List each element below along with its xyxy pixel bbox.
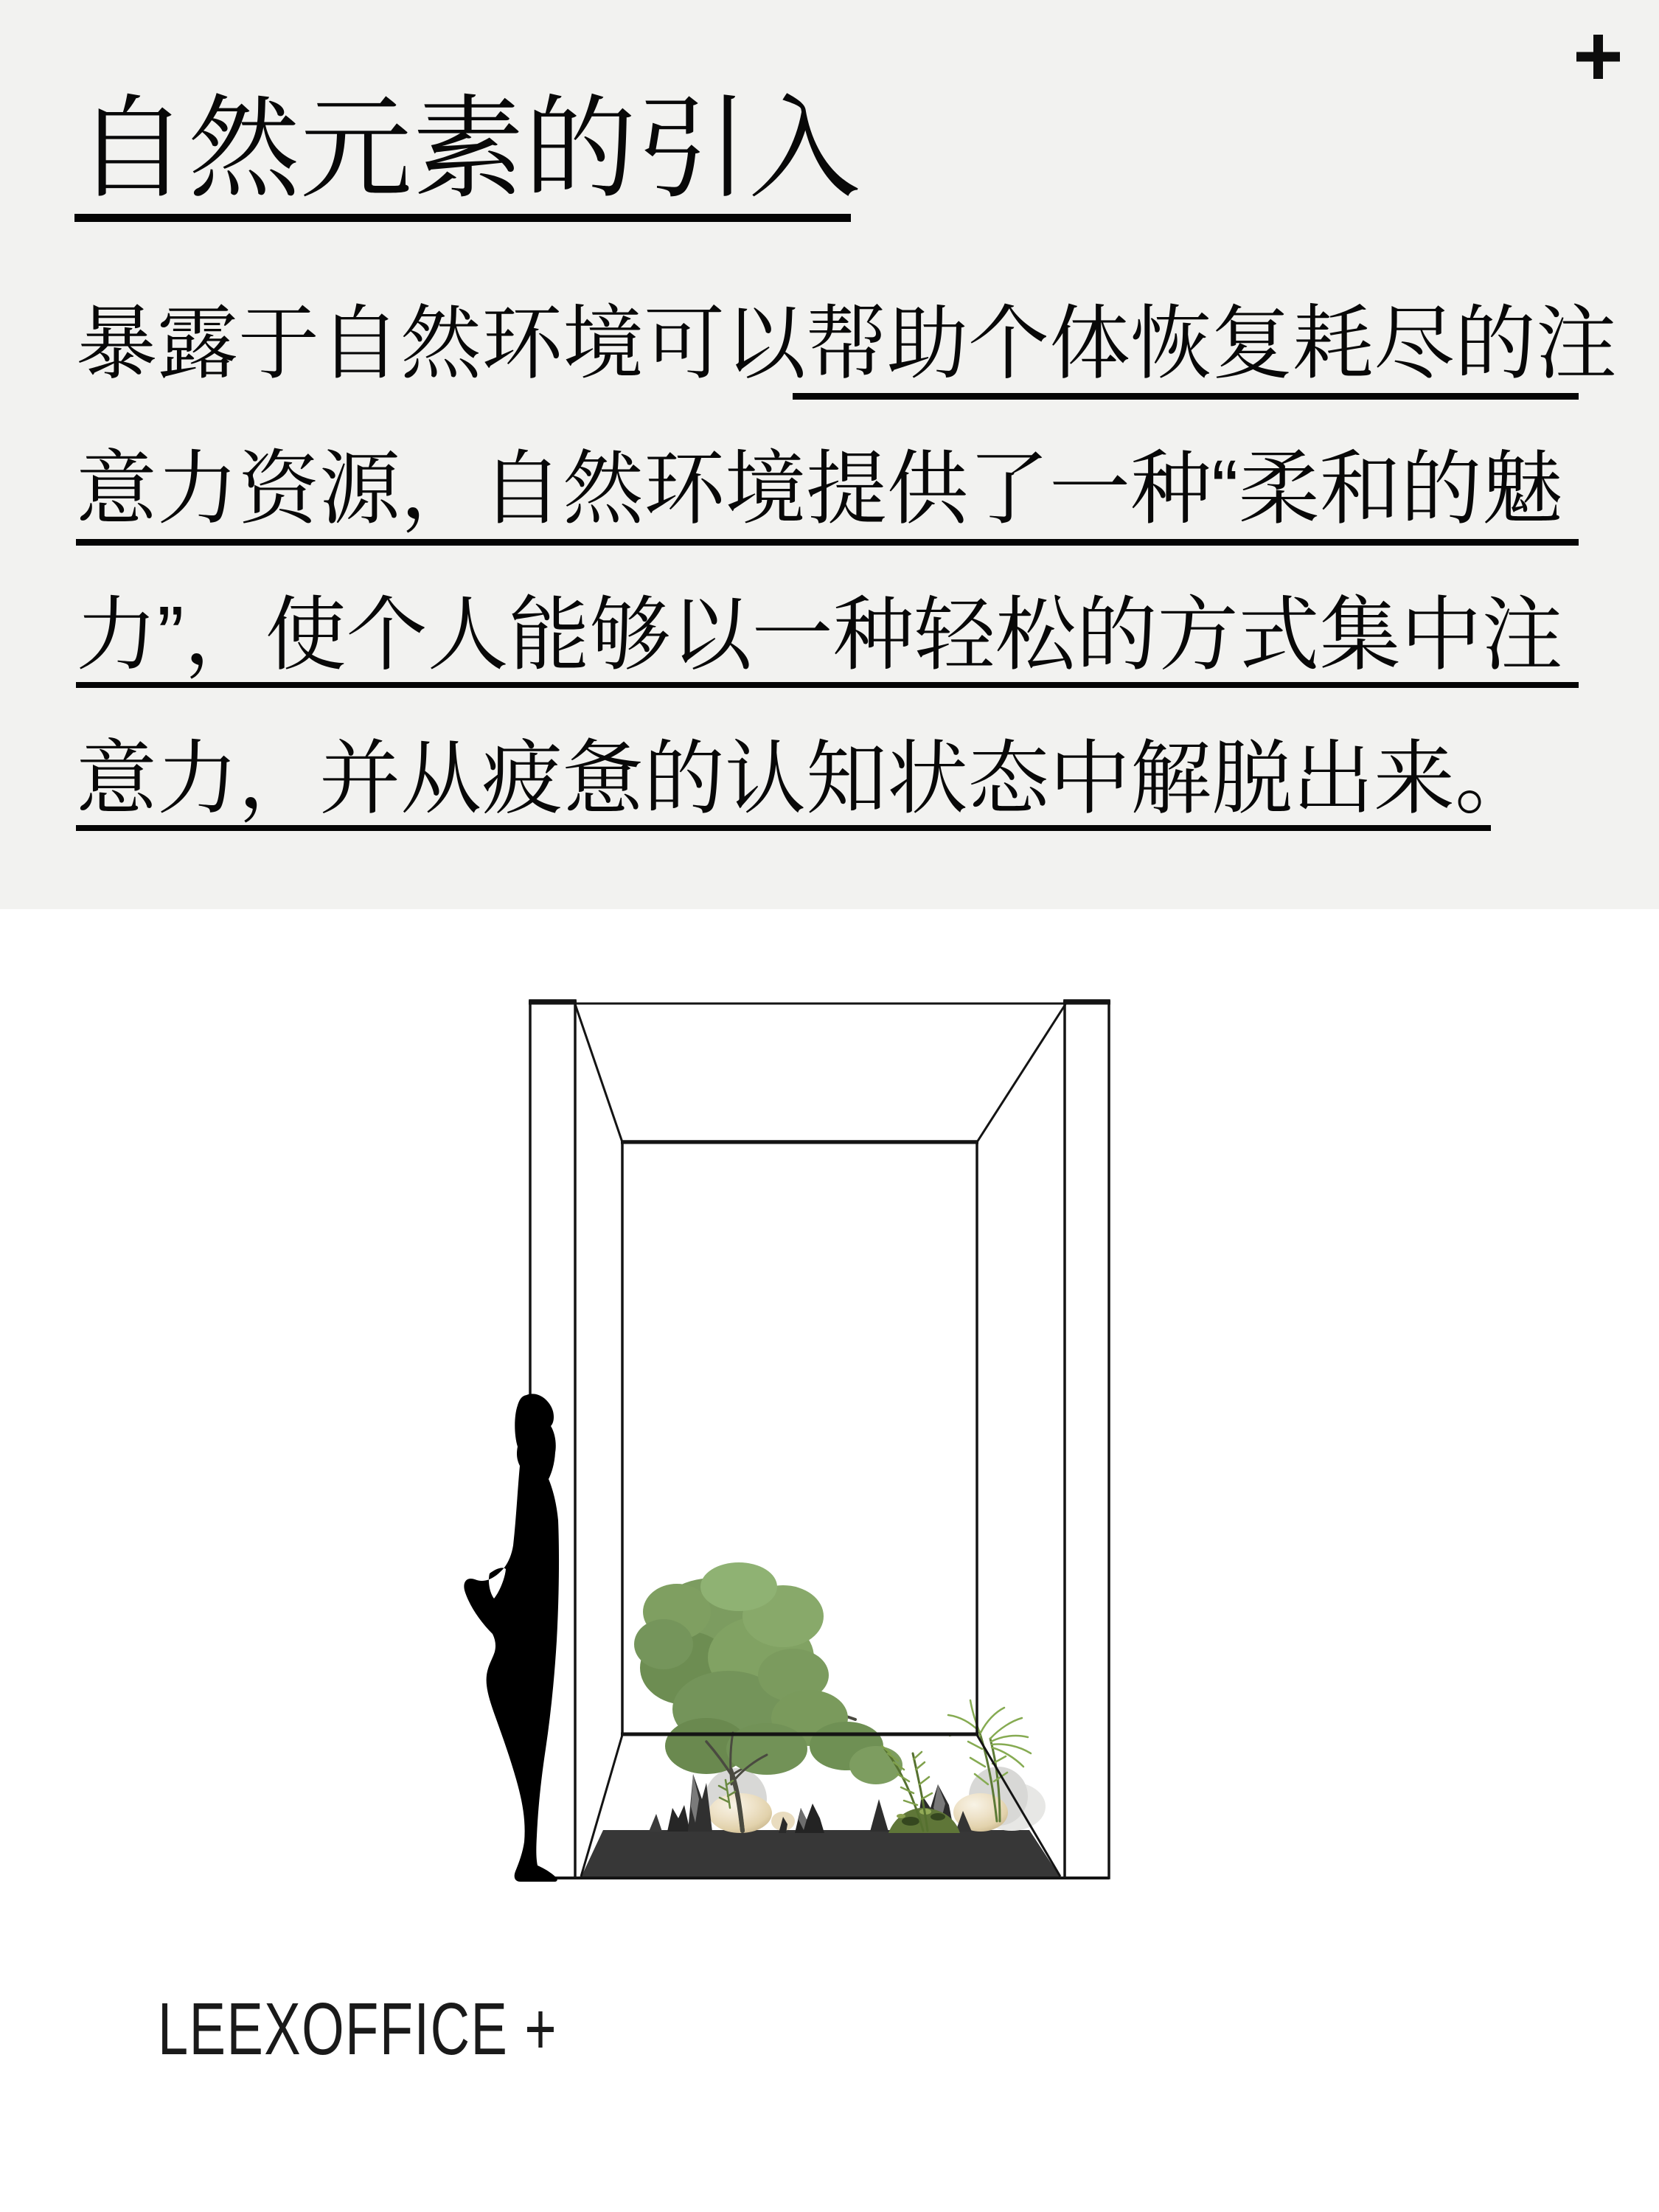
zen-garden bbox=[581, 1562, 1060, 1877]
paragraph-text-underlined: 意力，并从疲惫的认知状态中解脱出来。 bbox=[76, 734, 1536, 824]
title-underline-rule bbox=[74, 214, 851, 222]
brand-logo: LEEXOFFICE + bbox=[158, 1988, 558, 2070]
nature-box-illustration bbox=[442, 981, 1194, 1932]
underline-rule bbox=[76, 539, 1579, 546]
paragraph-line bbox=[76, 301, 1617, 388]
paragraph-line bbox=[76, 736, 1536, 823]
underline-rule bbox=[76, 825, 1491, 831]
underline-rule bbox=[76, 682, 1579, 688]
paragraph-text-underlined: 意力资源，自然环境提供了一种“柔和的魅 bbox=[76, 444, 1563, 535]
underline-rule bbox=[793, 393, 1579, 400]
paragraph-line bbox=[76, 446, 1563, 533]
dark-gravel-floor bbox=[581, 1830, 1060, 1877]
plus-icon bbox=[1576, 35, 1620, 79]
paragraph-text-plain: 暴露于自然环境可以 bbox=[76, 299, 806, 389]
paragraph-line bbox=[76, 592, 1563, 679]
paragraph-text-underlined: 力”，使个人能够以一种轻松的方式集中注 bbox=[76, 590, 1563, 681]
tree bbox=[634, 1562, 902, 1831]
paragraph-text-underlined: 帮助个体恢复耗尽的注 bbox=[806, 299, 1617, 389]
tree-foliage bbox=[634, 1562, 902, 1784]
page-title: 自然元素的引入 bbox=[76, 86, 860, 212]
inner-box-lines bbox=[531, 1141, 1109, 1878]
